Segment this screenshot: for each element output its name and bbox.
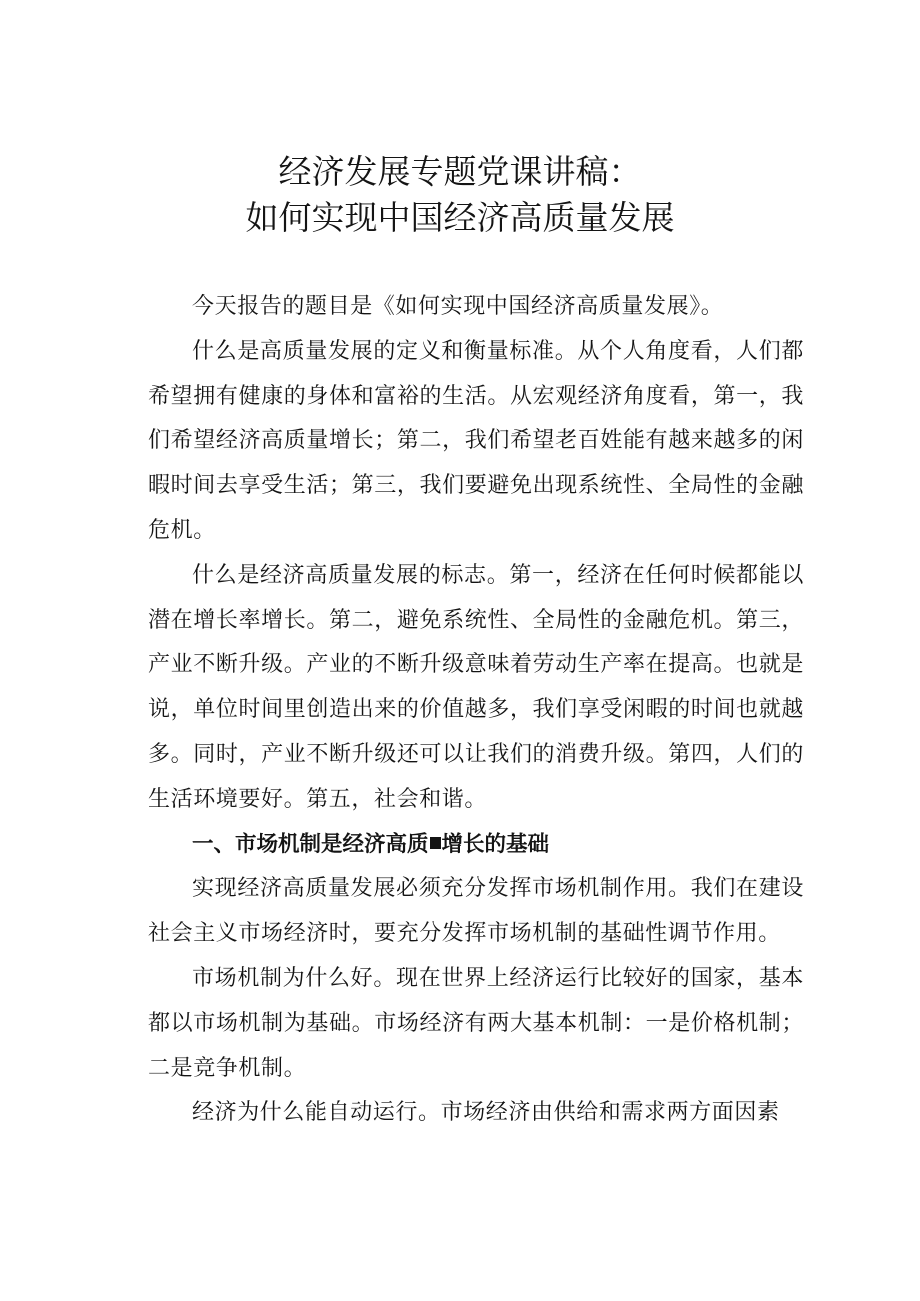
paragraph-indicators: 什么是经济高质量发展的标志。第一，经济在任何时候都能以潜在增长率增长。第二，避免系统性、全局性的金融危机。第三，产业不断升级。产业的不断升级意味着劳动生产率在提高。也就是说，单位时间里创造出来的价值越多，我们享受闲暇的时间也就越多。同时，产业不断升级还可以让我们的消费升级。第四，人们的生活环境要好。第五，社会和谐。	[148, 562, 804, 812]
paragraph-intro: 今天报告的题目是《如何实现中国经济高质量发展》。	[192, 294, 724, 319]
paragraph-market-role: 实现经济高质量发展必须充分发挥市场机制作用。我们在建设社会主义市场经济时，要充分发挥市场机制的基础性调节作用。	[148, 876, 804, 947]
section-heading-1-part-1: 一、市场机制是经济高质	[192, 831, 429, 857]
section-heading-1-part-2: 增长的基础	[441, 831, 550, 857]
ink-blot-mark	[430, 837, 441, 849]
document-title-line-1: 经济发展专题党课讲稿：	[278, 152, 642, 191]
paragraph-auto-run: 经济为什么能自动运行。市场经济由供给和需求两方面因素	[192, 1100, 780, 1126]
document-title-line-2: 如何实现中国经济高质量发展	[245, 198, 675, 237]
document-body	[148, 285, 804, 1136]
paragraph-definition: 什么是高质量发展的定义和衡量标准。从个人角度看，人们都希望拥有健康的身体和富裕的生活。从宏观经济角度看，第一，我们希望经济高质量增长；第二，我们希望老百姓能有越来越多的闲暇时间去享受生活；第三，我们要避免出现系统性、全局性的金融危机。	[148, 338, 804, 543]
section-heading-1	[148, 823, 804, 868]
paragraph-market-why: 市场机制为什么好。现在世界上经济运行比较好的国家，基本都以市场机制为基础。市场经济有两大基本机制：一是价格机制；二是竞争机制。	[148, 965, 804, 1081]
